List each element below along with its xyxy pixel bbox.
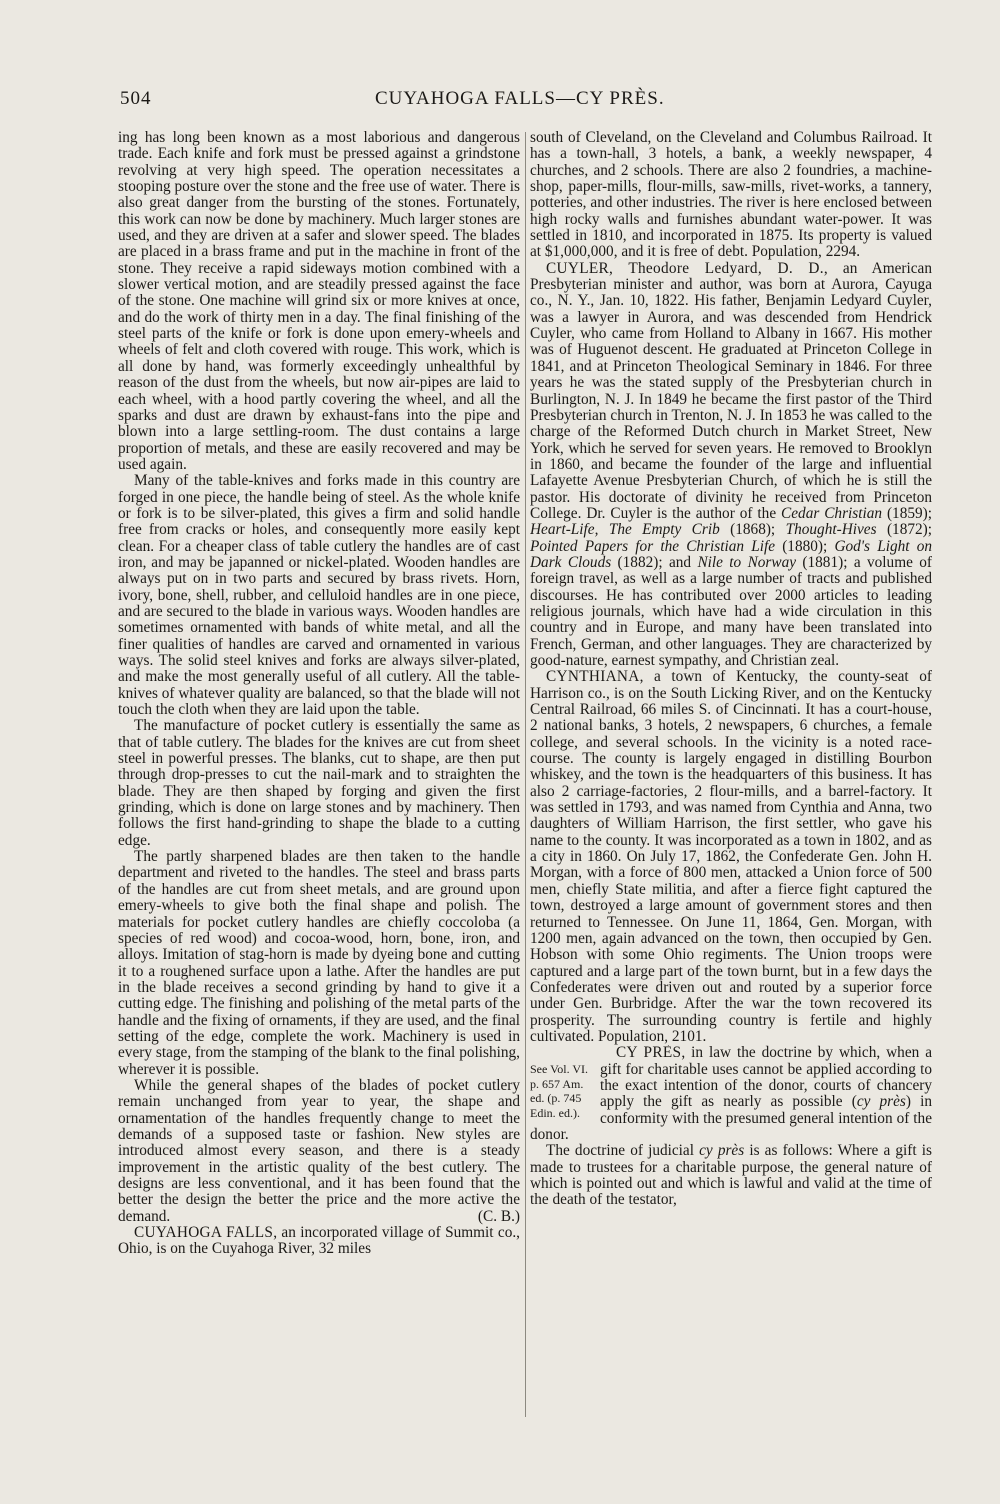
column-rule <box>525 132 526 1417</box>
paragraph-text: is as follows: Where a gift is made to trustees for a charitable purpose, the general nature of which is pointed out and which is lawful and valid at the time of the death of the testator, <box>530 1142 932 1209</box>
work-title: God's Light on Dark Clouds <box>530 537 932 571</box>
entry-text: ) in conformity with the presumed general intention of the donor. <box>530 1093 932 1143</box>
paragraph-knife-grinding: ing has long been known as a most laborious and dangerous trade. Each knife and fork must be pressed against a grindstone revolving at very high speed. The operation necessitates a stooping posture over the stone and the free use of water. There is also great danger from the bursting of the stones. Fortunately, this work can now be done by machinery. Much larger stones are used, and they are driven at a safer and slower speed. The blades are placed in a brass frame and put in the machine in front of the stone. They receive a rapid sideways motion combined with a slower vertical motion, and are steadily pressed against the face of the stone. One machine will grind six or more knives at once, and do the work of thirty men in a day. The final finishing of the steel parts of the knife or fork is done upon emery-wheels and wheels of felt and cloth covered with rouge. This work, which is all done by hand, was formerly exceedingly unhealthful by reason of the dust from the wheels, but now air-pipes are laid to each wheel, with a hood partly covering the wheel, and all the sparks and dust are drawn by exhaust-fans into the pipe and blown into a large settling-room. The dust contains a large proportion of metals, and these are easily recovered and may be used again. <box>118 130 520 473</box>
work-year: (1868); <box>719 521 786 539</box>
entry-text: , an American Presbyterian minister and author, was born at Aurora, Cayuga co., N. Y., Jan. 10, 1822. His father, Benjamin Ledyard Cuyler, was a lawyer in Aurora, and was descended from Hendrick Cuyler, who came from Holland to Albany in 1667. His mother was of Huguenot descent. He graduated at Princeton College in 1841, and at Princeton Theological Seminary in 1846. For three years he was the stated supply of the Presbyterian church in Burlington, N. J. In 1849 he became the first pastor of the Third Presbyterian church in Trenton, N. J. In 1853 he was called to the charge of the Reformed Dutch church in Market Street, New York, which he served for seven years. He removed to Brooklyn in 1860, and became the founder of the large and influential Lafayette Avenue Presbyterian Church, of which he is still the pastor. His doctorate of divinity he received from Princeton College. Dr. Cuyler is the author of the <box>530 259 932 522</box>
work-year: (1859); <box>882 504 932 522</box>
entry-cy-pres-block <box>530 1045 932 1143</box>
entry-cuyahoga-falls <box>118 1225 520 1258</box>
entry-headword: CUYAHOGA FALLS <box>134 1224 274 1242</box>
right-column <box>530 130 932 1430</box>
work-title: Cedar Christian <box>781 504 883 522</box>
page-number: 504 <box>120 88 152 109</box>
entry-text: , in law the doctrine by which, when a gift for charitable uses cannot be applied according to the exact intention of the donor, courts of chancery apply the gift as nearly as possible ( <box>600 1045 932 1111</box>
entry-text: ; a volume of foreign travel, as well as a large number of tracts and published discourses. He has contributed over 2000 articles to leading religious journals, which have had a wide circulation in this country and in Europe, and many have been translated into French, German, and other languages. They are characterized by good-nature, earnest sympathy, and Christian zeal. <box>530 553 932 669</box>
paragraph-cuyahoga-continued: south of Cleveland, on the Cleveland and Columbus Railroad. It has a town-hall, 3 hotels, a bank, a weekly newspaper, 4 churches, and 2 schools. There are also 2 foundries, a machine-shop, paper-mills, flour-mills, saw-mills, rivet-works, a tannery, potteries, and other industries. The river is here enclosed between high rocky walls and furnishes abundant water-power. It was settled in 1810, and incorporated in 1875. Its property is valued at $1,000,000, and it is free of debt. Population, 2294. <box>530 130 932 261</box>
entry-italic: cy près <box>856 1093 906 1111</box>
running-title: CUYAHOGA FALLS—CY PRÈS. <box>375 88 665 109</box>
entry-cuyler <box>530 261 932 670</box>
paragraph-pocket-cutlery: The manufacture of pocket cutlery is essentially the same as that of table cutlery. The blades for the knives are cut from sheet steel in powerful presses. The blanks, cut to shape, are then put through drop-presses to cut the nail-mark and to straighten the blade. They are then shaped by forging and given the first grinding, which is done on large stones and by machinery. Then follows the first hand-grinding to shape the blade to a cutting edge. <box>118 717 520 849</box>
work-title: Heart-Life, The Empty Crib <box>530 521 720 539</box>
sidenote-line: ed. (p. 745 <box>530 1091 582 1106</box>
paragraph-italic: cy près <box>699 1142 745 1160</box>
work-title: Pointed Papers for the Christian Life <box>530 537 776 555</box>
work-year: (1880); <box>775 537 835 555</box>
paragraph-text: While the general shapes of the blades of pocket cutlery remain unchanged from year to year, the shape and ornamentation of the handles frequently change to meet the demands of a supposed taste or fashion. New styles are introduced almost every season, and there is a steady improvement in the artistic quality of the best cutlery. The designs are less conventional, and it has been found that the better the design the better the price and the more active the demand. <box>118 1076 520 1225</box>
running-head <box>120 88 880 114</box>
sidenote-line: p. 657 Am. <box>530 1076 584 1091</box>
paragraph-doctrine <box>530 1143 932 1208</box>
entry-headword: CY PRÈS <box>616 1045 682 1062</box>
author-signature: (C. B.) <box>477 1207 520 1225</box>
entry-text: , an incorporated village of Summit co., Ohio, is on the Cuyahoga River, 32 miles <box>118 1224 520 1258</box>
entry-cynthiana <box>530 669 932 1045</box>
paragraph-table-knives: Many of the table-knives and forks made in this country are forged in one piece, the handle being of steel. As the whole knife or fork is to be silver-plated, this gives a firm and solid handle free from cracks or holes, and consequently more easily kept clean. For a cheaper class of table cutlery the handles are of cast iron, and may be japanned or nickel-plated. Wooden handles are always put on in two parts and secured by brass rivets. Horn, ivory, bone, shell, rubber, and celluloid handles are in one piece, and are secured to the blade in various ways. Wooden handles are sometimes ornamented with bands of white metal, and all the finer qualities of handles are carved and ornamented in various ways. The solid steel knives and forks are always silver-plated, and make the most generally useful of all cutlery. All the table-knives of whatever quality are balanced, so that the blade will not touch the cloth when they are laid upon the table. <box>118 472 520 719</box>
sidenote-line: See Vol. VI. <box>530 1062 589 1077</box>
work-title: Nile to Norway <box>697 553 797 571</box>
sidenote-line: Edin. ed.). <box>530 1105 580 1120</box>
entry-text: , a town of Kentucky, the county-seat of Harrison co., is on the South Licking River, and on the Kentucky Central Railroad, 66 miles S. of Cincinnati. It has a court-house, 2 national banks, 3 hotels, 2 newspapers, 6 churches, a female college, and several schools. In the vicinity is a noted race-course. The county is largely engaged in distilling Bourbon whiskey, and the town is the headquarters of this business. It has also 2 carriage-factories, 2 flour-mills, and a barrel-factory. It was settled in 1793, and was named from Cynthia and Anna, two daughters of William Harrison, the first settler, who gave his name to the county. It was incorporated as a town in 1802, and as a city in 1860. On July 17, 1862, the Confederate Gen. John H. Morgan, with a force of 800 men, attacked a Union force of 500 men, chiefly State militia, and after a fierce fight captured the town, destroyed a large amount of government stores and then returned to Tennessee. On June 11, 1864, Gen. Morgan, with 1200 men, again advanced on the town, then occupied by Gen. Hobson with some Ohio regiments. The Union troops were captured and a large part of the town burnt, but in a few days the Confederates were driven out and routed by a superior force under Gen. Burbridge. After the war the town recovered its prosperity. The surrounding country is fertile and highly cultivated. Population, 2101. <box>530 668 932 1045</box>
margin-sidenote <box>530 1062 592 1120</box>
work-year: (1872); <box>876 521 932 539</box>
paragraph-text: The doctrine of judicial <box>546 1142 700 1160</box>
paragraph-blade-shapes <box>118 1078 520 1225</box>
left-column <box>118 130 520 1430</box>
work-year: (1881) <box>796 553 844 571</box>
paragraph-handle-department: The partly sharpened blades are then taken to the handle department and riveted to the handles. The steel and brass parts of the handles are cut from sheet metals, and are ground upon emery-wheels to give both the final shape and polish. The materials for pocket cutlery handles are chiefly coccoloba (a species of red wood) and cocoa-wood, horn, bone, iron, and alloys. Imitation of stag-horn is made by dyeing bone and cutting it to a roughened surface upon a lathe. After the handles are put in the blade receives a second grinding by hand to give it a cutting edge. The finishing and polishing of the metal parts of the handle and the fixing of ornaments, if they are used, and the final setting of the edge, complete the work. Machinery is used in every stage, from the stamping of the blank to the final polishing, wherever it is possible. <box>118 848 520 1078</box>
work-title: Thought-Hives <box>785 521 877 539</box>
entry-headword: CUYLER, Theodore Ledyard, D. D. <box>546 259 824 277</box>
entry-headword: CYNTHIANA <box>546 668 640 686</box>
work-year: (1882); and <box>611 553 698 571</box>
